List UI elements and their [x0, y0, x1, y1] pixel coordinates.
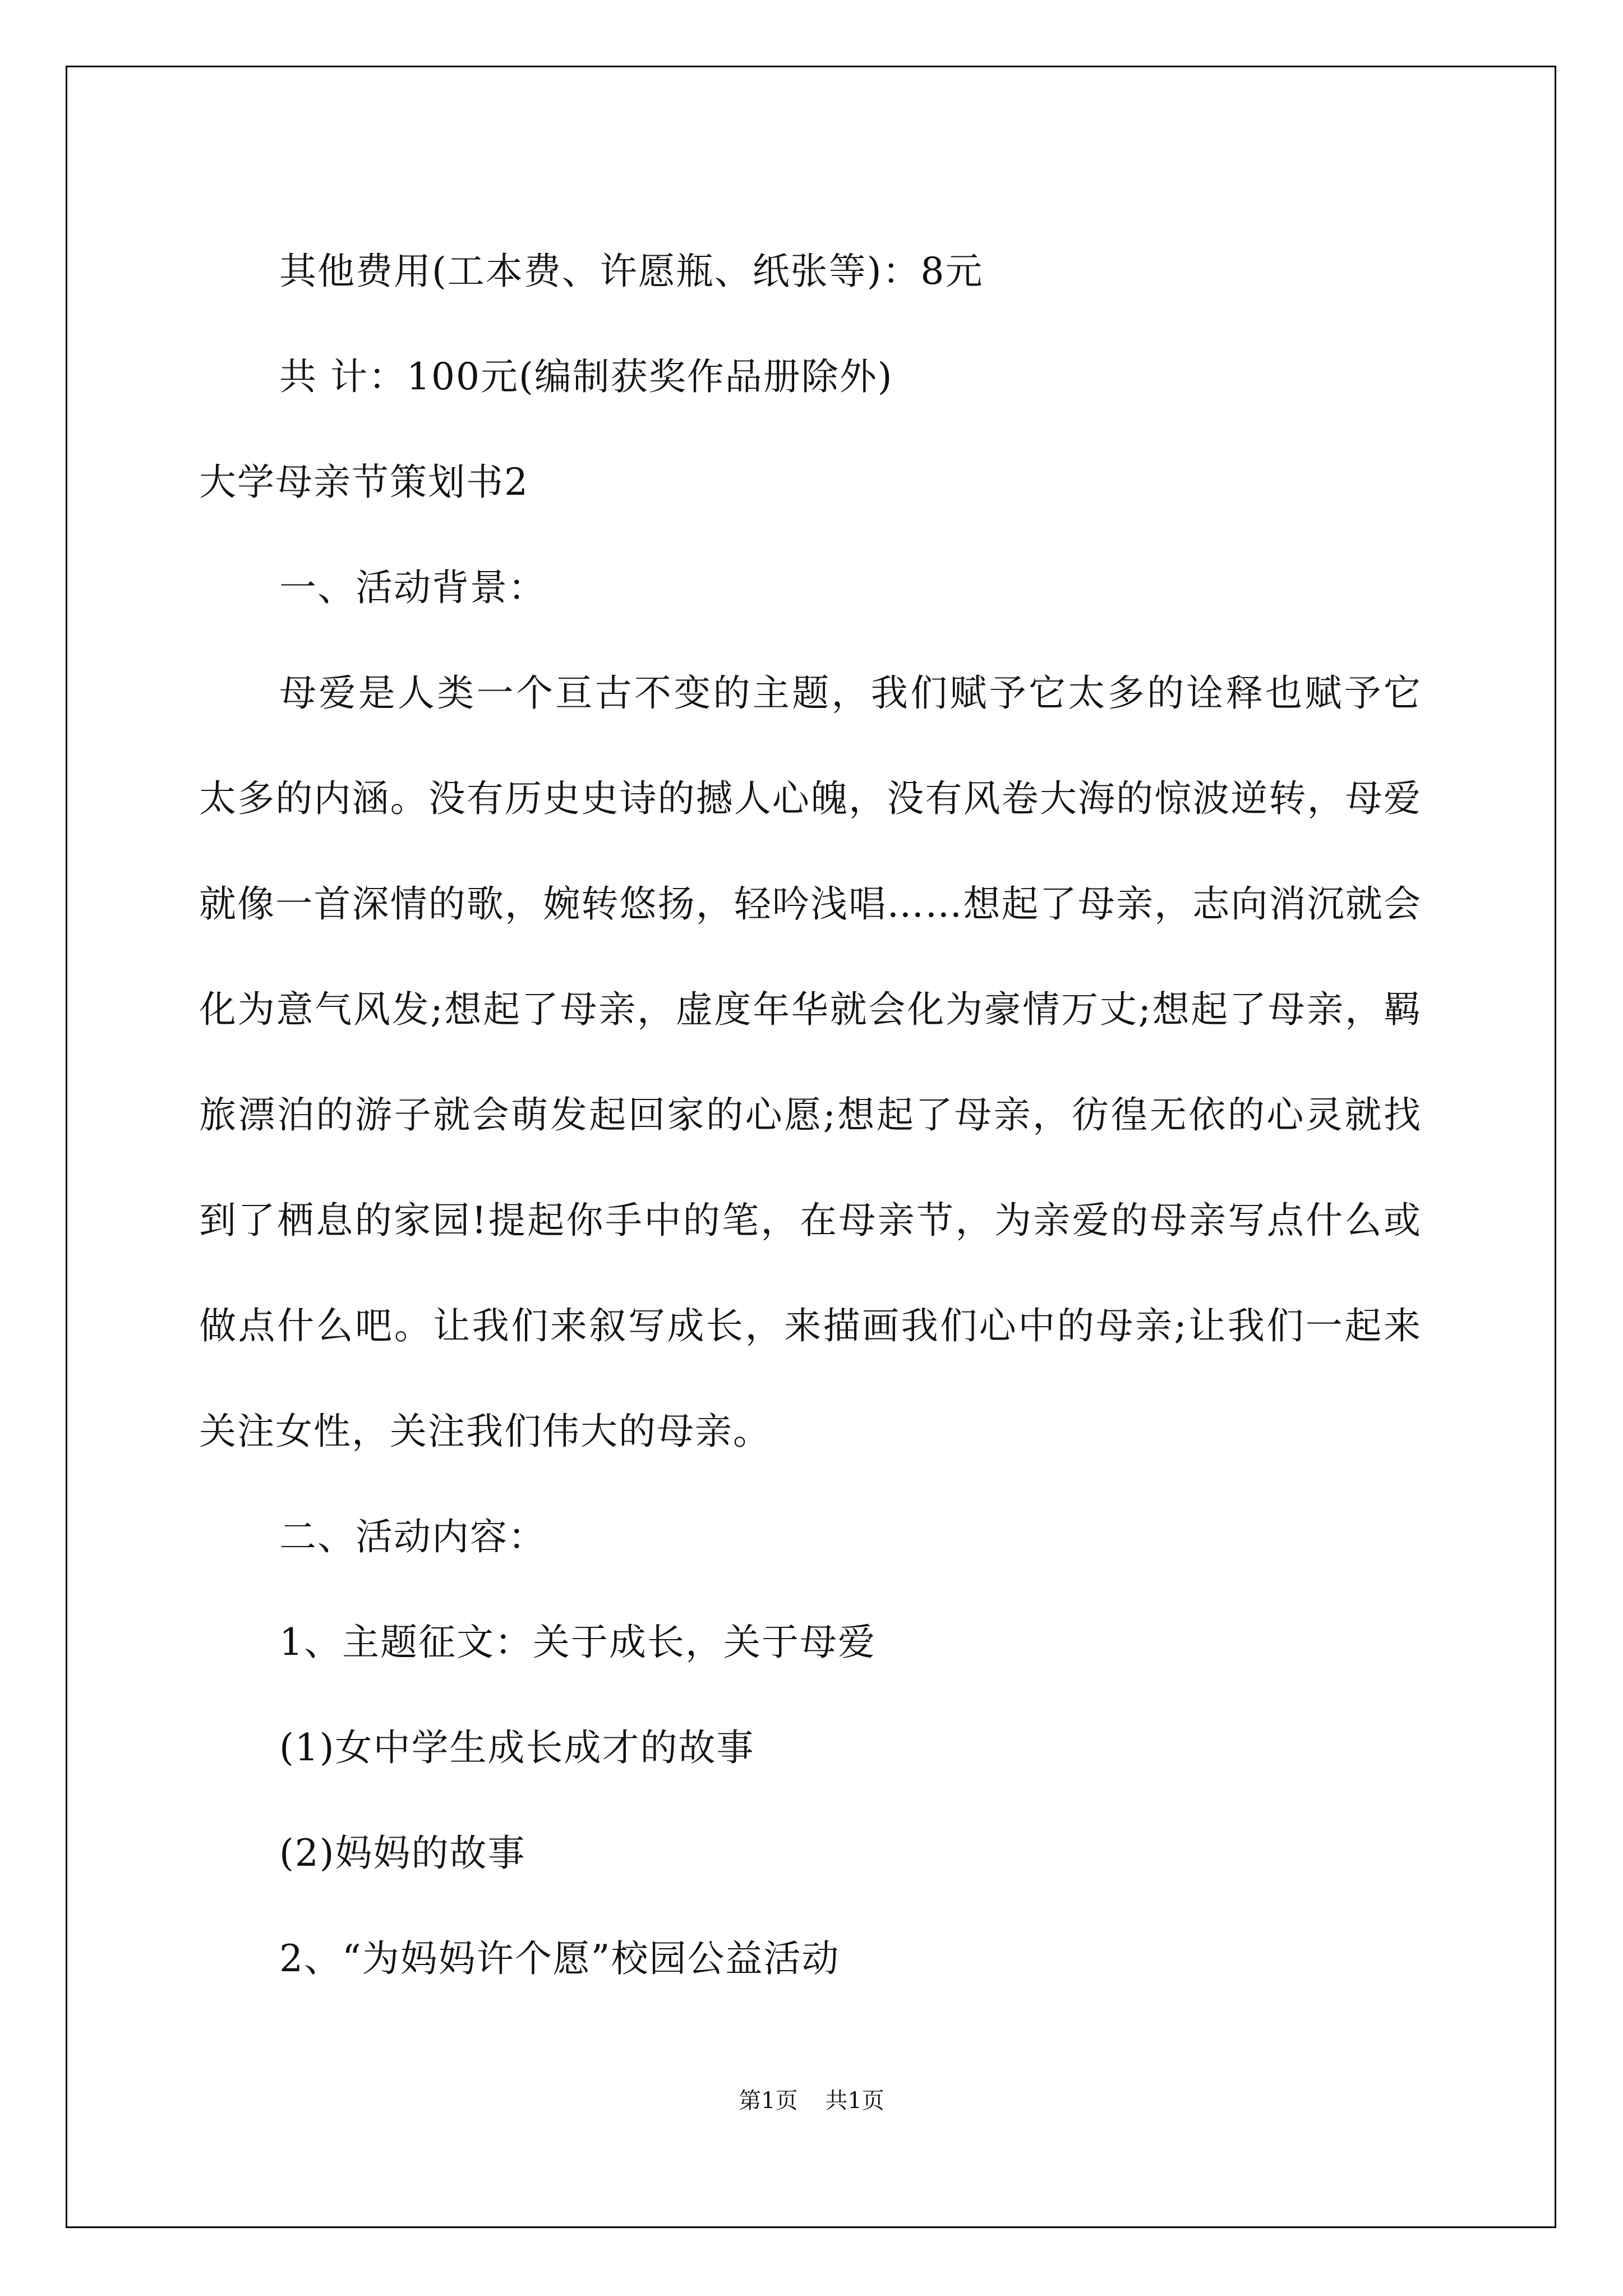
background-paragraph: 母爱是人类一个亘古不变的主题，我们赋予它太多的诠释也赋予它太多的内涵。没有历史史诗的撼人心魄，没有风卷大海的惊波逆转，母爱就像一首深情的歌，婉转悠扬，轻吟浅唱……想起了母亲，志向消沉就会化为意气风发;想起了母亲，虚度年华就会化为豪情万丈;想起了母亲，羁旅漂泊的游子就会萌发起回家的心愿;想起了母亲，彷徨无依的心灵就找到了栖息的家园!提起你手中的笔，在母亲节，为亲爱的母亲写点什么或做点什么吧。让我们来叙写成长，来描画我们心中的母亲;让我们一起来关注女性，关注我们伟大的母亲。 — [199, 671, 1422, 1453]
other-costs-line: 其他费用(工本费、许愿瓶、纸张等)：8元 — [279, 250, 984, 293]
document-title: 大学母亲节策划书2 — [199, 461, 529, 504]
sub-item-mom-stories: (2)妈妈的故事 — [279, 1832, 526, 1875]
section-heading-background: 一、活动背景： — [279, 566, 546, 609]
sub-item-growth-stories: (1)女中学生成长成才的故事 — [279, 1726, 755, 1769]
document-body — [199, 219, 1422, 2012]
list-item-essay: 1、主题征文：关于成长，关于母爱 — [279, 1621, 876, 1664]
page-footer — [0, 2084, 1623, 2118]
page-number-total: 共1页 — [825, 2088, 884, 2114]
list-item-wish-activity: 2、“为妈妈许个愿”校园公益活动 — [279, 1937, 840, 1980]
page-number-current: 第1页 — [739, 2088, 798, 2114]
total-cost-line: 共 计：100元(编制获奖作品册除外) — [279, 355, 893, 398]
section-heading-content: 二、活动内容： — [279, 1515, 546, 1558]
